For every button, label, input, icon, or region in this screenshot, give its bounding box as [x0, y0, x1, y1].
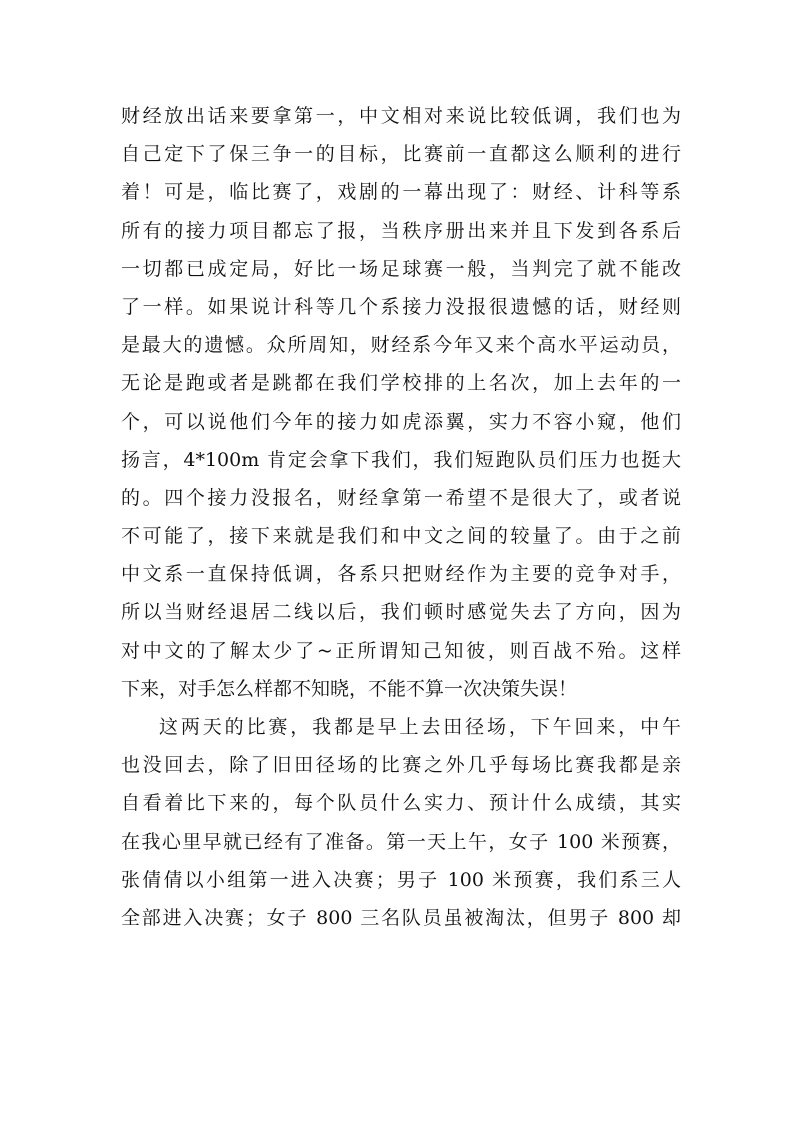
- text-line: 自己定下了保三争一的目标，比赛前一直都这么顺利的进行: [121, 143, 681, 166]
- text-line: 扬言，4*100m 肯定会拿下我们，我们短跑队员们压力也挺大: [121, 448, 681, 471]
- text-line: 无论是跑或者是跳都在我们学校排的上名次，加上去年的一: [121, 372, 681, 395]
- text-line: 中文系一直保持低调，各系只把财经作为主要的竞争对手，: [121, 563, 681, 586]
- text-line: 自看着比下来的，每个队员什么实力、预计什么成绩，其实: [121, 792, 681, 815]
- text-line: 不可能了，接下来就是我们和中文之间的较量了。由于之前: [121, 525, 681, 548]
- text-line: 对中文的了解太少了~正所谓知己知彼，则百战不殆。这样: [121, 639, 681, 662]
- text-line: 下来，对手怎么样都不知晓，不能不算一次决策失误！: [121, 677, 578, 700]
- text-line: 所以当财经退居二线以后，我们顿时感觉失去了方向，因为: [121, 601, 681, 624]
- text-line: 的。四个接力没报名，财经拿第一希望不是很大了，或者说: [121, 486, 681, 509]
- text-line: 所有的接力项目都忘了报，当秩序册出来并且下发到各系后: [121, 219, 681, 242]
- text-line: 着！可是，临比赛了，戏剧的一幕出现了：财经、计科等系: [121, 181, 681, 204]
- body-text: [121, 97, 681, 937]
- text-line: 个，可以说他们今年的接力如虎添翼，实力不容小窥，他们: [121, 410, 681, 433]
- text-line: 全部进入决赛；女子 800 三名队员虽被淘汰，但男子 800 却: [121, 906, 681, 929]
- text-line: 张倩倩以小组第一进入决赛；男子 100 米预赛，我们系三人: [121, 868, 681, 891]
- text-line: 这两天的比赛，我都是早上去田径场，下午回来，中午: [159, 716, 681, 738]
- text-line: 在我心里早就已经有了准备。第一天上午，女子 100 米预赛，: [121, 830, 681, 853]
- text-line: 是最大的遗憾。众所周知，财经系今年又来个高水平运动员，: [121, 334, 681, 357]
- text-line: 一切都已成定局，好比一场足球赛一般，当判完了就不能改: [121, 257, 681, 280]
- text-line: 财经放出话来要拿第一，中文相对来说比较低调，我们也为: [121, 105, 681, 127]
- text-line: 也没回去，除了旧田径场的比赛之外几乎每场比赛我都是亲: [121, 754, 681, 777]
- text-line: 了一样。如果说计科等几个系接力没报很遗憾的话，财经则: [121, 295, 681, 318]
